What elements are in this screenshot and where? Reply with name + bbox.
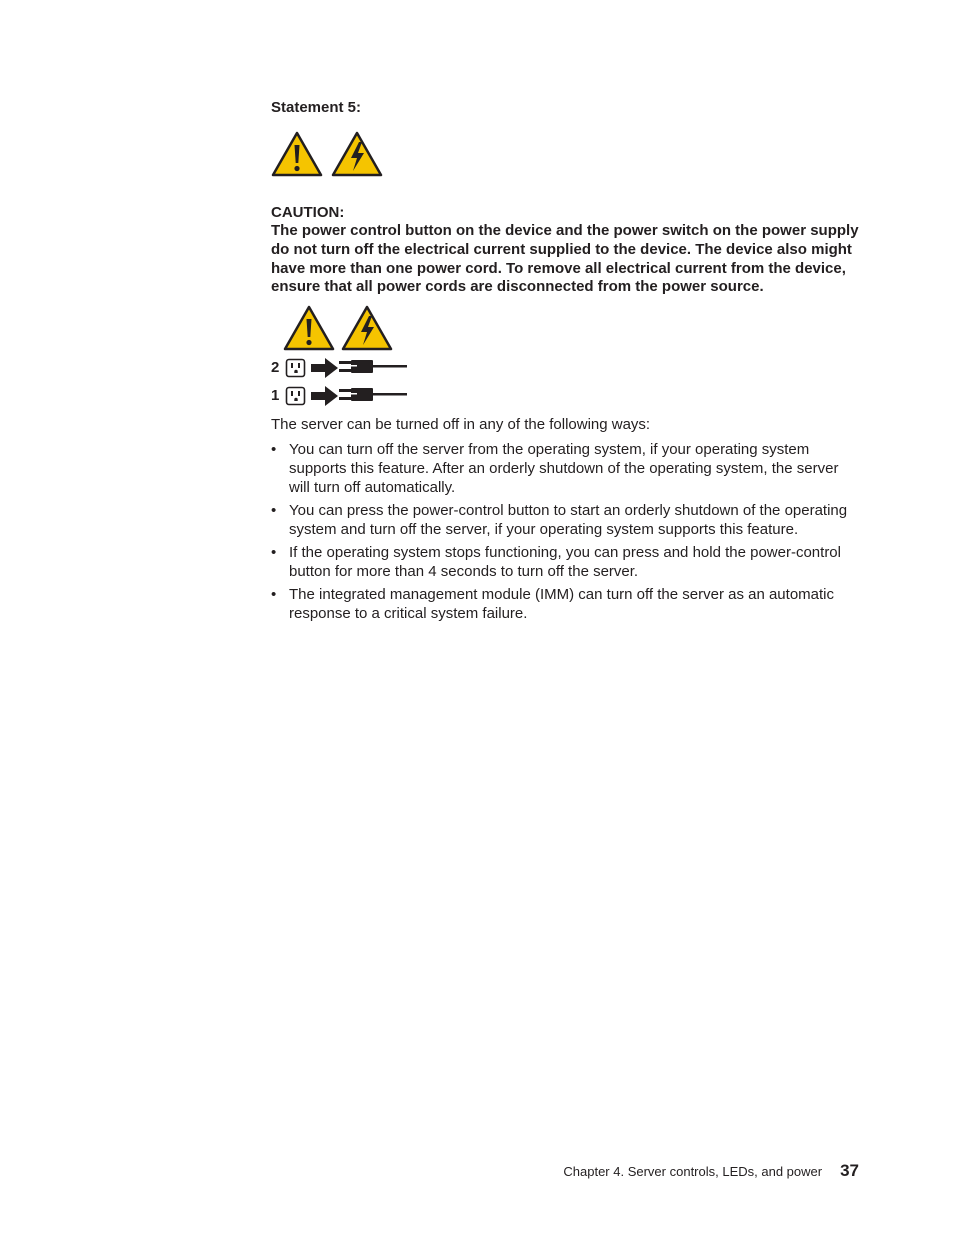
power-cord-graphic [271, 305, 863, 409]
electrical-hazard-icon [341, 305, 393, 351]
shutdown-methods-list [271, 440, 863, 623]
caution-text: The power control button on the device and the power switch on the power supply do not turn off the electrical current supplied to the device. The device also might have more than one power cord. To remove all electrical current from the device, ensure that all power cords are disconnected from the power source. [271, 222, 859, 296]
list-item-text: You can press the power-control button to start an orderly shutdown of the operating system and turn off the server, if your operating system supports this feature. [289, 502, 848, 539]
power-cord-row [271, 358, 407, 378]
power-plug-icon [339, 386, 407, 406]
page-content [271, 98, 863, 627]
intro-paragraph: The server can be turned off in any of the following ways: [271, 416, 651, 434]
list-item [271, 501, 863, 539]
bullet-marker: • [271, 441, 277, 459]
list-item-text: You can turn off the server from the operating system, if your operating system supports this feature. After an orderly shutdown of the operating system, the server will turn off automatically. [289, 441, 839, 497]
caution-label: CAUTION: [271, 204, 345, 221]
chapter-title: Chapter 4. Server controls, LEDs, and power [563, 1164, 823, 1179]
statement-warning-icons [271, 131, 863, 177]
outlet-icon [285, 386, 307, 406]
page-number: 37 [840, 1161, 859, 1180]
list-item-text: The integrated management module (IMM) can turn off the server as an automatic response to a critical system failure. [289, 586, 834, 623]
list-item-text: If the operating system stops functioning, you can press and hold the power-control button for more than 4 seconds to turn off the server. [289, 544, 841, 581]
cord-warning-icons [283, 305, 393, 351]
exclamation-warning-icon [283, 305, 335, 351]
bullet-marker: • [271, 544, 277, 562]
list-item [271, 585, 863, 623]
power-cord-row [271, 386, 407, 406]
cord-number: 1 [271, 387, 280, 405]
bullet-marker: • [271, 502, 277, 520]
page-footer [563, 1161, 859, 1181]
power-plug-icon [339, 358, 407, 378]
cord-number: 2 [271, 359, 280, 377]
electrical-hazard-icon [331, 131, 383, 177]
arrow-right-icon [311, 386, 339, 406]
list-item [271, 440, 863, 497]
list-item [271, 543, 863, 581]
outlet-icon [285, 358, 307, 378]
exclamation-warning-icon [271, 131, 323, 177]
bullet-marker: • [271, 586, 277, 604]
arrow-right-icon [311, 358, 339, 378]
statement-label: Statement 5: [271, 99, 362, 116]
